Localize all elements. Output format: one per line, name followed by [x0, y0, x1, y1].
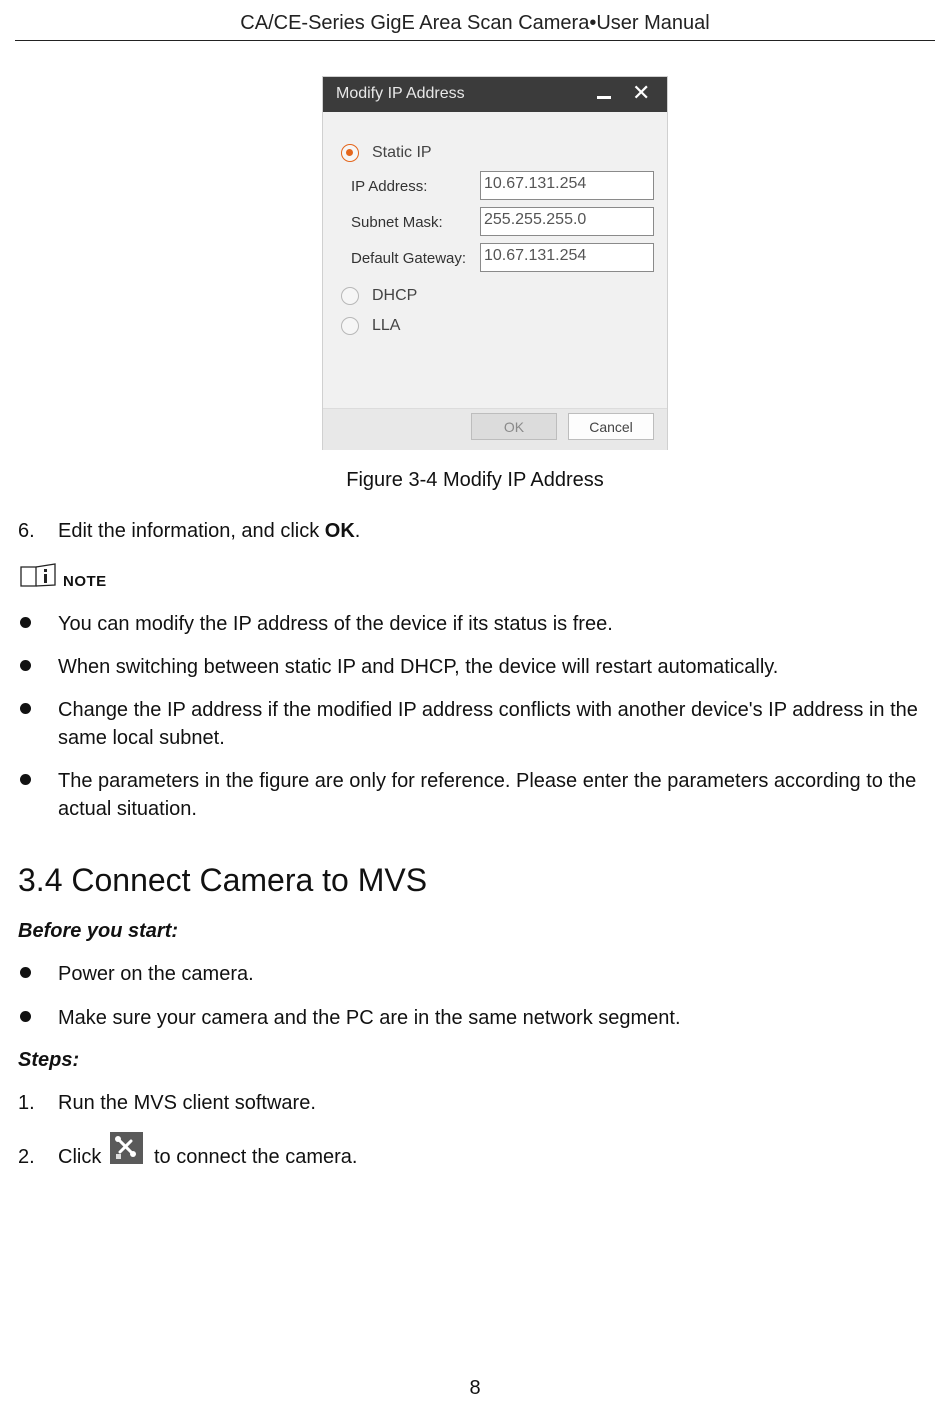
modify-ip-dialog: [322, 76, 668, 450]
subnet-mask-label: Subnet Mask:: [351, 214, 443, 231]
note-bullet-1: You can modify the IP address of the device if its status is free.: [58, 613, 613, 635]
bullet-dot: [20, 967, 31, 978]
minimize-icon[interactable]: [597, 96, 611, 99]
bullet-dot: [20, 1011, 31, 1022]
note-label: NOTE: [63, 573, 107, 590]
page-number: 8: [469, 1377, 481, 1399]
step-6-post: .: [354, 520, 361, 542]
note-bullet-4: The parameters in the figure are only for reference. Please enter the parameters according to the actual situation.: [58, 770, 917, 820]
step-6-pre: Edit the information, and click: [58, 520, 325, 542]
step-2-post: to connect the camera.: [154, 1146, 358, 1168]
dhcp-radio[interactable]: [341, 287, 359, 305]
step-2-number: 2.: [18, 1146, 35, 1168]
default-gateway-label: Default Gateway:: [351, 250, 467, 267]
before-bullet-2: Make sure your camera and the PC are in the same network segment.: [58, 1007, 681, 1029]
note-bullet-3: Change the IP address if the modified IP address conflicts with another device's IP address in the same local subnet.: [58, 699, 918, 749]
connect-icon: [110, 1132, 143, 1164]
ip-address-label: IP Address:: [351, 178, 428, 195]
figure-caption: Figure 3-4 Modify IP Address: [346, 469, 604, 491]
close-icon[interactable]: ✕: [632, 80, 651, 105]
note-bullet-2: When switching between static IP and DHCP, the device will restart automatically.: [58, 656, 779, 678]
ok-button[interactable]: OK: [471, 413, 557, 440]
steps-label: Steps:: [18, 1049, 80, 1071]
static-ip-radio[interactable]: [341, 144, 359, 162]
subnet-mask-field[interactable]: 255.255.255.0: [480, 207, 654, 236]
default-gateway-field[interactable]: 10.67.131.254: [480, 243, 654, 272]
bullet-dot: [20, 660, 31, 671]
bullet-dot: [20, 617, 31, 628]
step-2-pre: Click: [58, 1146, 102, 1168]
static-ip-label: Static IP: [372, 144, 432, 161]
dialog-title: Modify IP Address: [336, 85, 465, 102]
header-title: CA/CE-Series GigE Area Scan Camera•User Manual: [240, 12, 710, 34]
step-6-ok: OK: [324, 520, 355, 542]
header-divider: [15, 40, 935, 41]
ip-address-field[interactable]: 10.67.131.254: [480, 171, 654, 200]
lla-radio[interactable]: [341, 317, 359, 335]
lla-label: LLA: [372, 317, 401, 334]
before-bullet-1: Power on the camera.: [58, 963, 254, 985]
bullet-dot: [20, 774, 31, 785]
step-6-text: [58, 517, 928, 545]
step-1-number: 1.: [18, 1092, 35, 1114]
dialog-titlebar: [323, 77, 667, 112]
section-heading: 3.4 Connect Camera to MVS: [18, 862, 428, 898]
bullet-dot: [20, 703, 31, 714]
note-icon: [19, 563, 57, 589]
cancel-button[interactable]: Cancel: [568, 413, 654, 440]
dhcp-label: DHCP: [372, 287, 418, 304]
step-6-number: 6.: [18, 520, 35, 542]
before-you-start-label: Before you start:: [18, 920, 179, 942]
step-1-text: Run the MVS client software.: [58, 1092, 316, 1114]
